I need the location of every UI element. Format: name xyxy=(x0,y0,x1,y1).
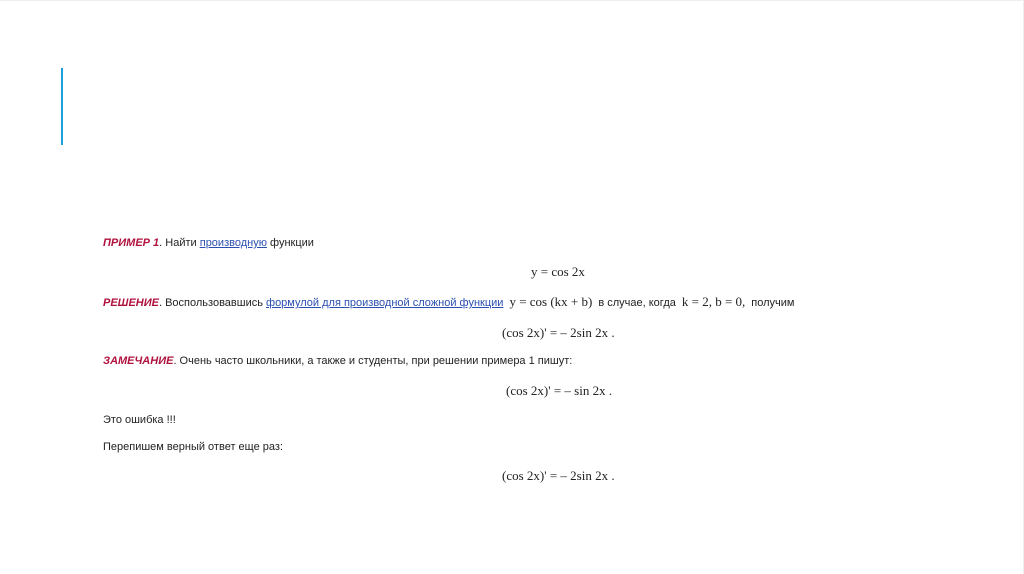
formula-correct: (cos 2x)' = – 2sin 2x . xyxy=(502,468,615,483)
solution-label: РЕШЕНИЕ xyxy=(103,297,159,309)
error-text: Это ошибка !!! xyxy=(103,414,176,426)
solution-math-values: k = 2, b = 0, xyxy=(681,294,746,309)
remark-line xyxy=(103,354,572,368)
solution-math-general: y = cos (kx + b) xyxy=(509,294,593,309)
accent-bar xyxy=(61,68,63,145)
solution-text-result: получим xyxy=(751,297,795,309)
formula-function: y = cos 2x xyxy=(531,264,585,279)
remark-text: . Очень часто школьники, а также и студенты, при решении примера 1 пишут: xyxy=(173,355,573,367)
example-text-end: функции xyxy=(266,237,314,249)
remark-label: ЗАМЕЧАНИЕ xyxy=(103,355,174,367)
rewrite-text: Перепишем верный ответ еще раз: xyxy=(103,441,283,453)
example-label: ПРИМЕР 1 xyxy=(103,237,160,249)
solution-text-case: в случае, когда xyxy=(598,297,676,309)
formula-derivative: (cos 2x)' = – 2sin 2x . xyxy=(502,325,615,340)
formula-wrong: (cos 2x)' = – sin 2x . xyxy=(506,383,613,398)
solution-line xyxy=(103,295,794,310)
derivative-link[interactable]: производную xyxy=(199,237,267,249)
example-text: . Найти xyxy=(159,237,200,249)
solution-text: . Воспользовавшись xyxy=(158,297,267,309)
example-line xyxy=(103,236,314,250)
composite-derivative-link[interactable]: формулой для производной сложной функции xyxy=(266,297,504,309)
